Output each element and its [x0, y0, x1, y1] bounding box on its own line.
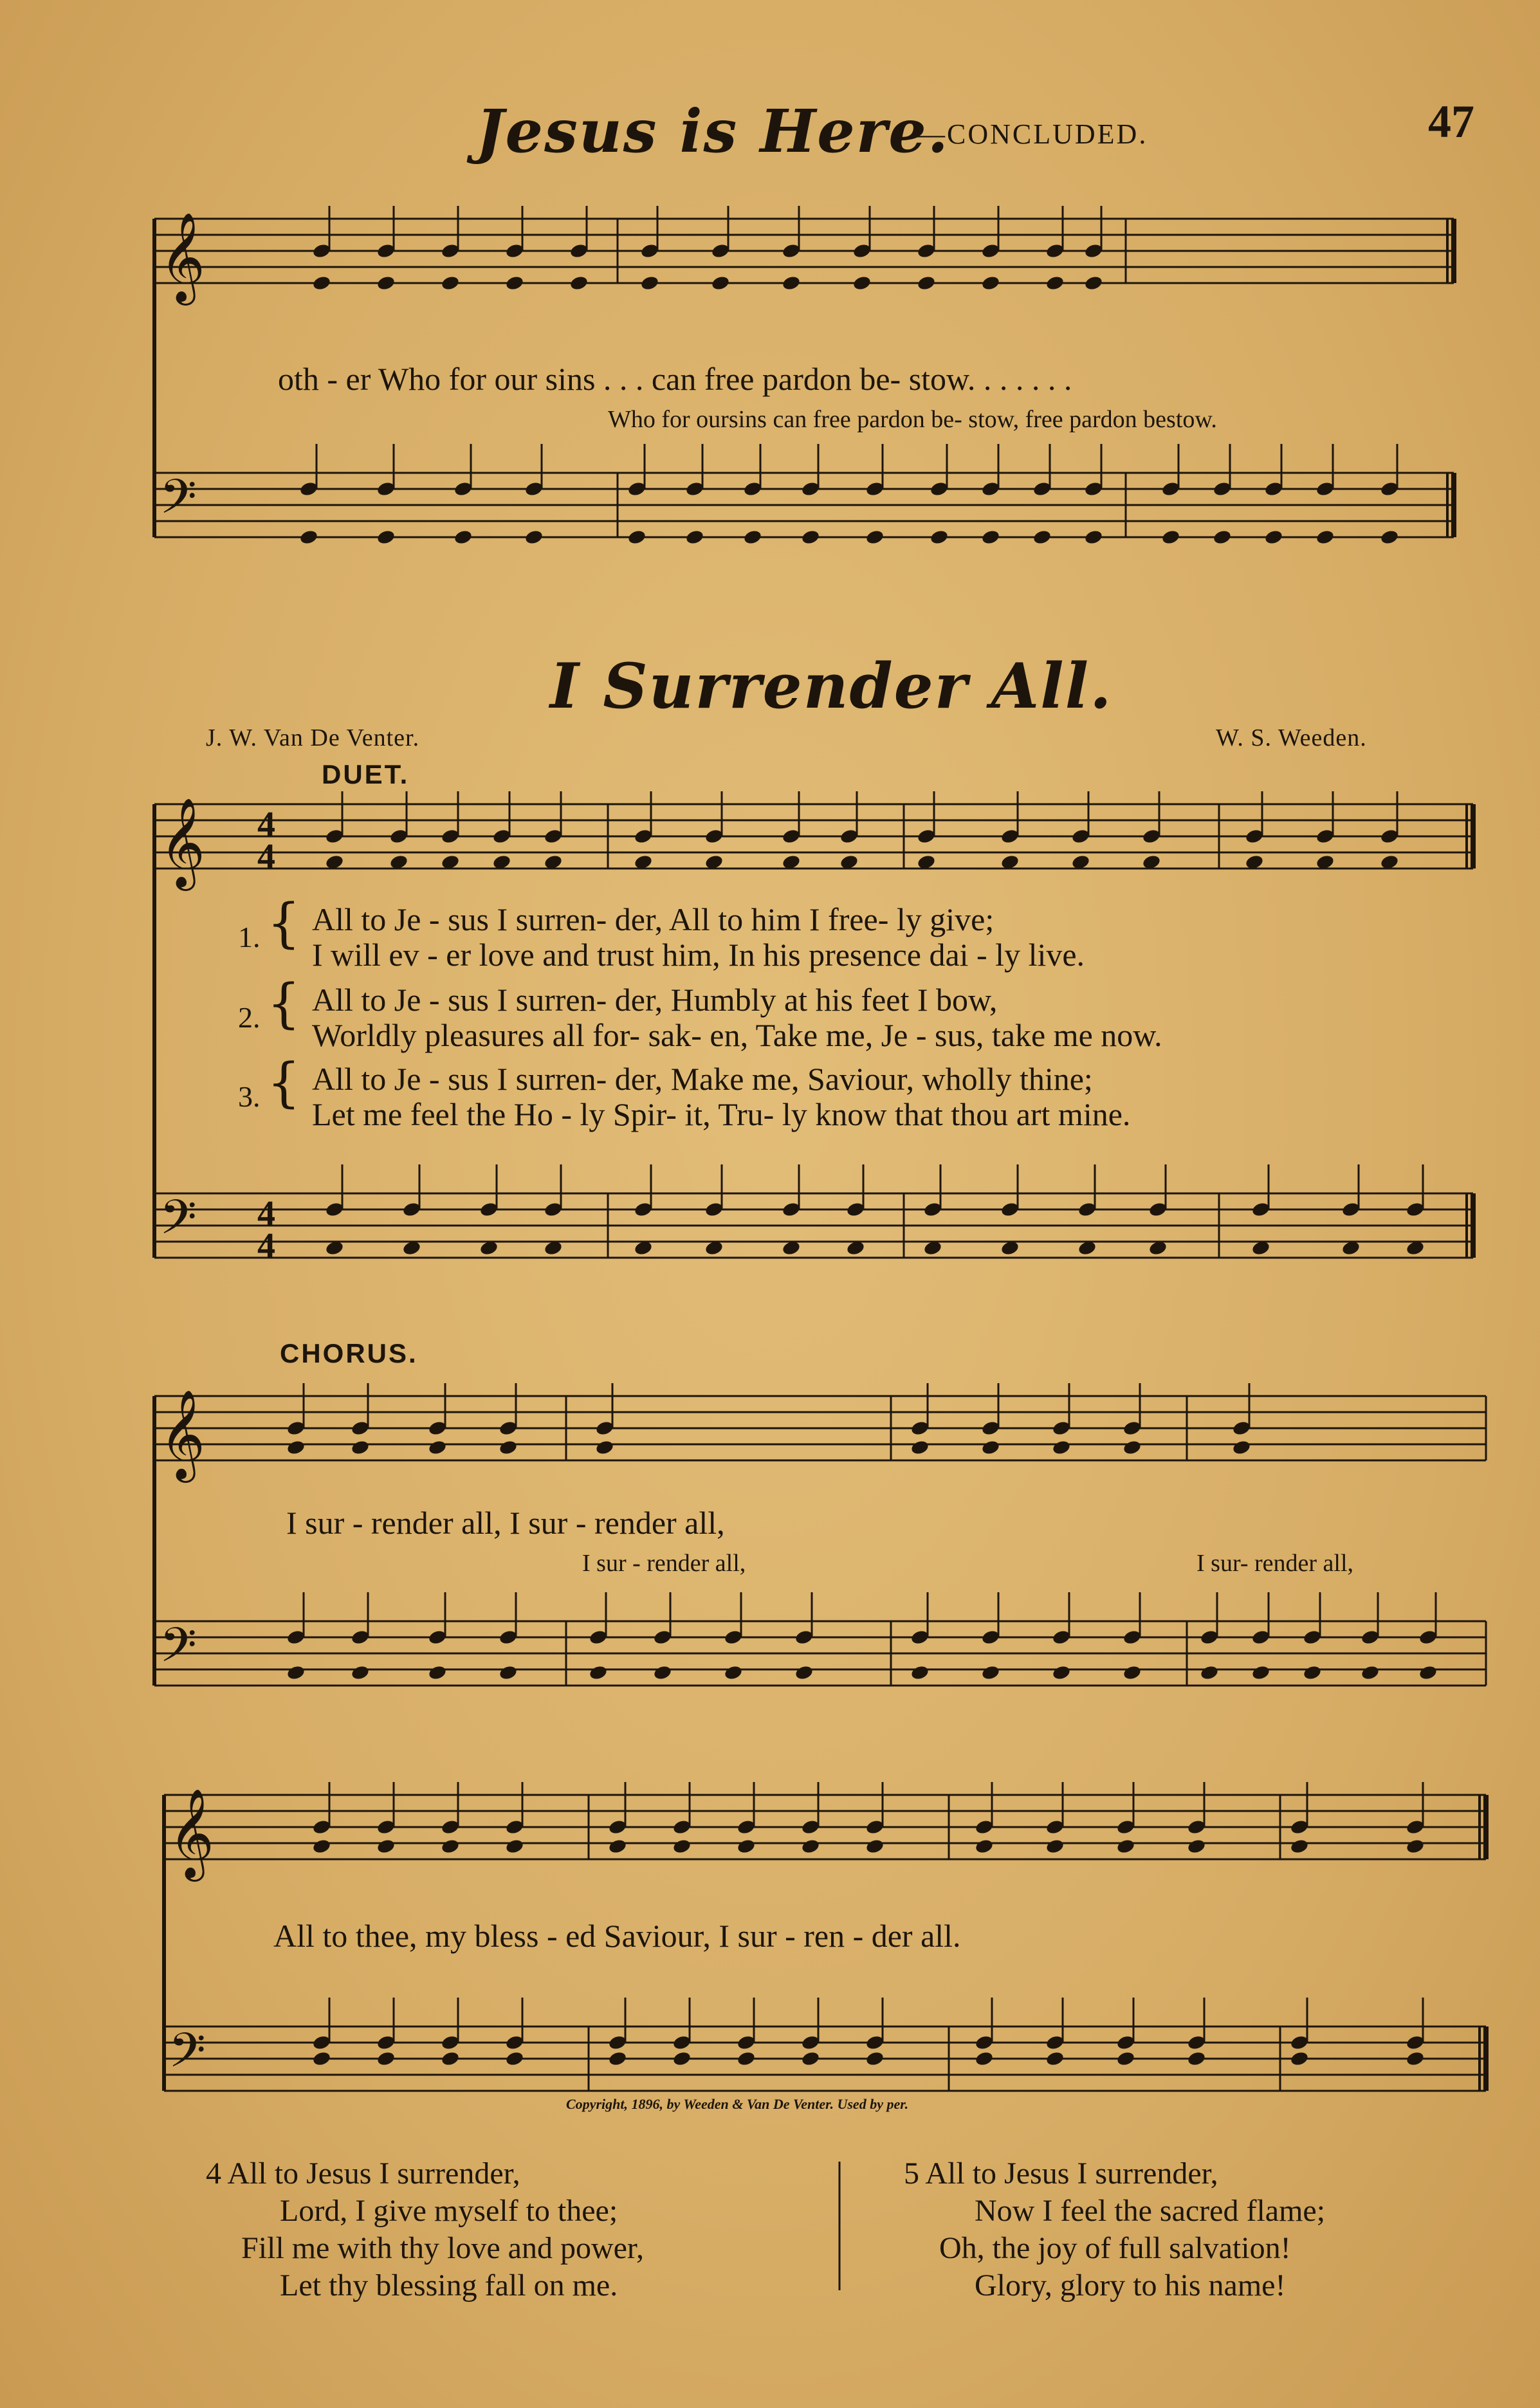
header-title: Jesus is Here.	[476, 97, 949, 166]
note-head-icon	[608, 1838, 628, 1855]
note-head-icon	[1045, 275, 1065, 291]
verse-1-line-2: I will ev - er love and trust him, In his presence dai - ly live.	[312, 937, 1085, 973]
note-head-icon	[428, 1664, 448, 1681]
note-head-icon	[1045, 1838, 1065, 1855]
verse-number: 3.	[238, 1080, 261, 1113]
note-head-icon	[499, 1664, 518, 1681]
note-head-icon	[981, 275, 1001, 291]
note-head-icon	[312, 1838, 332, 1855]
note-head-icon	[286, 1439, 306, 1456]
note-head-icon	[351, 1439, 371, 1456]
note-head-icon	[428, 1439, 448, 1456]
note-head-icon	[917, 275, 937, 291]
note-head-icon	[376, 1838, 396, 1855]
note-head-icon	[865, 529, 885, 546]
note-head-icon	[1290, 1838, 1310, 1855]
note-head-icon	[975, 2050, 995, 2067]
note-head-icon	[376, 275, 396, 291]
time-sig-icon: 4	[257, 805, 275, 845]
note-head-icon	[1052, 1439, 1072, 1456]
note-head-icon	[865, 1838, 885, 1855]
note-head-icon	[640, 275, 660, 291]
note-head-icon	[441, 275, 461, 291]
note-head-icon	[1290, 2050, 1310, 2067]
note-head-icon	[505, 1838, 525, 1855]
note-head-icon	[1116, 2050, 1136, 2067]
chorus-lyrics-1: I sur - render all, I sur - render all,	[286, 1505, 725, 1541]
staff-duet-bass	[154, 1193, 1473, 1258]
staff-chorus-bass-2	[164, 2027, 1486, 2091]
note-head-icon	[1187, 2050, 1207, 2067]
header-suffix: —CONCLUDED.	[917, 118, 1148, 150]
stanza-number: 5	[904, 2156, 919, 2191]
note-head-icon	[672, 1838, 692, 1855]
chorus-bass-lyrics-1b: I sur- render all,	[1196, 1550, 1354, 1577]
note-head-icon	[852, 275, 872, 291]
note-head-icon	[794, 1664, 814, 1681]
note-head-icon	[711, 275, 731, 291]
note-head-icon	[981, 1664, 1001, 1681]
verse-2-line-2: Worldly pleasures all for- sak- en, Take me, Je - sus, take me now.	[312, 1017, 1162, 1053]
note-head-icon	[1116, 1838, 1136, 1855]
note-head-icon	[930, 529, 949, 546]
note-head-icon	[724, 1664, 744, 1681]
note-head-icon	[1418, 1664, 1438, 1681]
composer-credit: W. S. Weeden.	[1216, 724, 1367, 751]
brace-icon: {	[267, 893, 301, 954]
note-head-icon	[1380, 529, 1400, 546]
note-head-icon	[299, 529, 319, 546]
chorus-lyrics-2: All to thee, my bless - ed Saviour, I sur - ren - der all.	[273, 1918, 961, 1954]
note-head-icon	[801, 1838, 821, 1855]
note-head-icon	[312, 275, 332, 291]
note-head-icon	[801, 529, 821, 546]
staff-top-bass	[154, 473, 1454, 537]
time-sig-icon: 4	[257, 837, 275, 877]
note-head-icon	[910, 1664, 930, 1681]
verse-1-line-1: All to Je - sus I surren- der, All to him I free- ly give;	[312, 901, 995, 937]
staff-top-treble	[154, 219, 1454, 283]
time-sig-icon: 4	[257, 1226, 275, 1266]
treble-clef-icon: 𝄞	[160, 212, 205, 302]
note-head-icon	[737, 2050, 756, 2067]
verse-3-line-1: All to Je - sus I surren- der, Make me, Saviour, wholly thine;	[312, 1061, 1093, 1097]
note-head-icon	[801, 2050, 821, 2067]
note-head-icon	[499, 1439, 518, 1456]
note-head-icon	[685, 529, 705, 546]
note-head-icon	[981, 1439, 1001, 1456]
verse-number: 2.	[238, 1001, 261, 1034]
duet-label: DUET.	[322, 759, 410, 789]
note-heads	[286, 206, 1438, 2067]
note-head-icon	[1032, 529, 1052, 546]
stanza-number: 4	[206, 2156, 221, 2191]
bass-clef-icon: 𝄢	[160, 469, 197, 537]
note-head-icon	[1123, 1664, 1142, 1681]
note-head-icon	[1200, 1664, 1220, 1681]
note-head-icon	[454, 529, 473, 546]
note-head-icon	[672, 2050, 692, 2067]
treble-clef-icon: 𝄞	[169, 1788, 214, 1878]
note-head-icon	[1084, 529, 1104, 546]
note-head-icon	[1213, 529, 1233, 546]
note-head-icon	[595, 1439, 615, 1456]
verse-2-line-1: All to Je - sus I surren- der, Humbly at his feet I bow,	[312, 982, 998, 1018]
note-head-icon	[376, 529, 396, 546]
stanza-4: 4 All to Jesus I surrender, Lord, I give myself to thee; Fill me with thy love and power, Let thy blessing fall on me.	[206, 2156, 644, 2302]
top-bass-lyrics: Who for oursins can free pardon be- stow, free pardon bestow.	[608, 406, 1217, 433]
note-head-icon	[286, 1664, 306, 1681]
note-head-icon	[1406, 2050, 1425, 2067]
note-head-icon	[441, 2050, 461, 2067]
verse-number: 1.	[238, 921, 261, 953]
bass-clef-icon: 𝄢	[160, 1617, 197, 1685]
note-head-icon	[1161, 529, 1181, 546]
brace-icon: {	[267, 973, 301, 1034]
note-head-icon	[1264, 529, 1284, 546]
top-treble-lyrics: oth - er Who for our sins . . . can free pardon be- stow. . . . . . .	[278, 361, 1072, 397]
treble-clef-icon: 𝄞	[160, 1390, 205, 1479]
note-head-icon	[1232, 1439, 1252, 1456]
note-head-icon	[608, 2050, 628, 2067]
time-sig-icon: 4	[257, 1194, 275, 1234]
note-head-icon	[1406, 1838, 1425, 1855]
note-head-icon	[569, 275, 589, 291]
note-head-icon	[865, 2050, 885, 2067]
lyricist-credit: J. W. Van De Venter.	[206, 724, 420, 751]
note-head-icon	[505, 2050, 525, 2067]
note-head-icon	[589, 1664, 609, 1681]
note-head-icon	[1315, 529, 1335, 546]
staff-duet-treble	[154, 804, 1473, 869]
copyright-notice: Copyright, 1896, by Weeden & Van De Venter. Used by per.	[566, 2096, 909, 2112]
page-number: 47	[1428, 96, 1474, 147]
note-head-icon	[737, 1838, 756, 1855]
bass-clef-icon: 𝄢	[169, 2023, 206, 2090]
note-head-icon	[743, 529, 763, 546]
treble-clef-icon: 𝄞	[160, 798, 205, 887]
stanza-5: 5 All to Jesus I surrender, Now I feel the sacred flame; Oh, the joy of full salvation! Glory, glory to his name!	[904, 2156, 1326, 2302]
note-head-icon	[782, 275, 802, 291]
verse-3-line-2: Let me feel the Ho - ly Spir- it, Tru- ly know that thou art mine.	[312, 1096, 1131, 1132]
note-head-icon	[1123, 1439, 1142, 1456]
chorus-bass-lyrics-1a: I sur - render all,	[582, 1550, 746, 1577]
brace-icon: {	[267, 1052, 301, 1114]
note-head-icon	[981, 529, 1001, 546]
note-head-icon	[1303, 1664, 1323, 1681]
note-head-icon	[975, 1838, 995, 1855]
note-head-icon	[1052, 1664, 1072, 1681]
note-head-icon	[312, 2050, 332, 2067]
note-head-icon	[524, 529, 544, 546]
bass-clef-icon: 𝄢	[160, 1190, 197, 1257]
note-head-icon	[1187, 1838, 1207, 1855]
note-head-icon	[505, 275, 525, 291]
hymn-title: I Surrender All.	[550, 650, 1113, 722]
note-head-icon	[376, 2050, 396, 2067]
note-head-icon	[653, 1664, 673, 1681]
staff-chorus-treble-2	[164, 1795, 1486, 1859]
note-head-icon	[1045, 2050, 1065, 2067]
note-head-icon	[441, 1838, 461, 1855]
chorus-label: CHORUS.	[280, 1338, 418, 1368]
note-head-icon	[351, 1664, 371, 1681]
note-head-icon	[910, 1439, 930, 1456]
note-head-icon	[1084, 275, 1104, 291]
note-head-icon	[627, 529, 647, 546]
note-head-icon	[1361, 1664, 1380, 1681]
note-head-icon	[1251, 1664, 1271, 1681]
